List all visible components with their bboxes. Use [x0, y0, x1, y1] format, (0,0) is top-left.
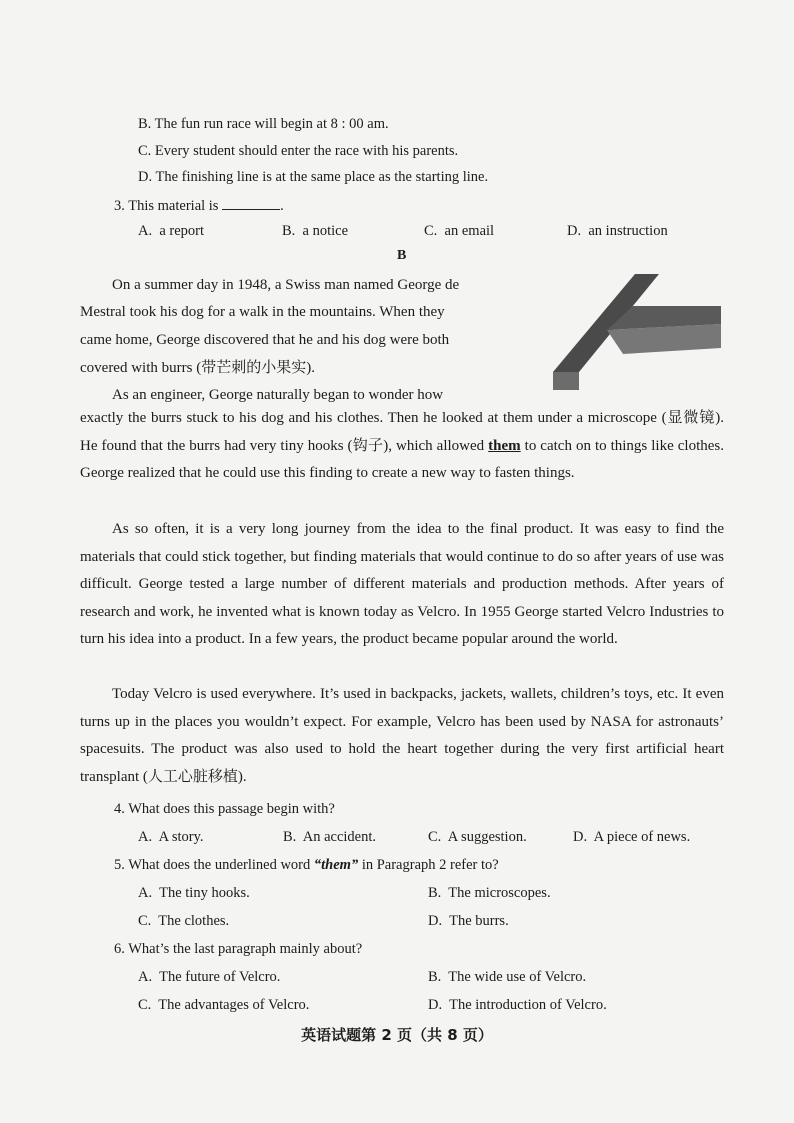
- q2-option-b: [138, 115, 389, 133]
- option-text: The future of Velcro.: [159, 969, 281, 985]
- q6-option-d: [428, 996, 607, 1014]
- option-letter: C.: [138, 143, 152, 159]
- paragraph-2: [80, 405, 724, 488]
- paragraph-4: [80, 681, 724, 791]
- q4-stem: [114, 800, 335, 818]
- q2-option-c: [138, 142, 458, 160]
- question-stem: What does this passage begin with?: [128, 801, 335, 817]
- q6-stem: [114, 940, 362, 958]
- option-text: The advantages of Velcro.: [158, 997, 310, 1013]
- option-text: Every student should enter the race with his parents.: [154, 143, 459, 159]
- q4-option-d: [573, 828, 690, 846]
- q3-option-d: [567, 222, 668, 240]
- option-text: an instruction: [588, 223, 668, 239]
- option-letter: C.: [138, 997, 152, 1013]
- option-letter: D.: [428, 997, 443, 1013]
- option-text: The fun run race will begin at 8 : 00 am.: [154, 116, 389, 132]
- page-footer: 英语试题第 2 页（共 8 页）: [301, 1026, 493, 1044]
- q6-option-b: [428, 968, 586, 986]
- option-text: The clothes.: [158, 913, 230, 929]
- option-letter: A.: [138, 885, 153, 901]
- velcro-strap-image: [553, 268, 721, 394]
- p2-line-1: As an engineer, George naturally began to wonder how: [112, 387, 444, 403]
- option-text: The finishing line is at the same place as the starting line.: [155, 169, 489, 185]
- option-letter: B.: [138, 116, 152, 132]
- q5-stem: [114, 856, 499, 874]
- answer-blank: [222, 195, 280, 210]
- option-letter: D.: [567, 223, 582, 239]
- option-letter: A.: [138, 829, 153, 845]
- option-text: The burrs.: [449, 913, 509, 929]
- option-text: A story.: [158, 829, 204, 845]
- q3-option-a: [138, 222, 204, 240]
- q3-option-b: [282, 222, 348, 240]
- option-letter: D.: [138, 169, 153, 185]
- question-stem: What’s the last paragraph mainly about?: [128, 941, 363, 957]
- option-letter: C.: [428, 829, 442, 845]
- option-text: The introduction of Velcro.: [449, 997, 607, 1013]
- question-stem: What does the underlined word: [128, 857, 311, 873]
- option-text: The wide use of Velcro.: [448, 969, 587, 985]
- question-number: 5.: [114, 857, 125, 873]
- section-title: B: [397, 248, 407, 263]
- quoted-word: “them”: [313, 857, 359, 873]
- option-text: The tiny hooks.: [159, 885, 250, 901]
- option-text: a notice: [302, 223, 349, 239]
- option-text: an email: [444, 223, 495, 239]
- option-text: A suggestion.: [447, 829, 527, 845]
- option-letter: B.: [283, 829, 297, 845]
- q3-stem: [114, 195, 284, 215]
- option-letter: C.: [138, 913, 152, 929]
- p1-line-3: came home, George discovered that he and his dog were both: [80, 332, 450, 348]
- question-stem: This material is: [128, 198, 219, 214]
- option-letter: B.: [282, 223, 296, 239]
- text: As so often, it is a very long journey from the idea to the final product. It was easy to find the materials that could stick together, but finding materials that would continue to do so after years of use was difficult. George tested a large number of different materials and production methods. After years of research and work, he invented what is known today as Velcro. In 1955 George started Velcro Industries to turn his idea into a product. In a few years, the product became popular around the world.: [80, 521, 724, 647]
- q5-option-d: [428, 912, 509, 930]
- question-stem-end: in Paragraph 2 refer to?: [361, 857, 499, 873]
- q3-option-c: [424, 222, 494, 240]
- q5-option-b: [428, 884, 551, 902]
- p1-line-2: Mestral took his dog for a walk in the mountains. When they: [80, 304, 445, 320]
- option-text: The microscopes.: [448, 885, 551, 901]
- underlined-word: them: [488, 437, 521, 454]
- paragraph-3: [80, 516, 724, 654]
- q5-option-a: [138, 884, 250, 902]
- p1-line-1: [80, 276, 540, 294]
- option-letter: B.: [428, 969, 442, 985]
- question-number: 4.: [114, 801, 125, 817]
- question-number: 3.: [114, 198, 125, 214]
- text: Today Velcro is used everywhere. It’s used in backpacks, jackets, wallets, children’s toys, etc. It even turns up in the places you wouldn’t expect. For example, Velcro has been used by NASA for astronauts’ spacesuits. The product was also used to hold the heart together during the very first artificial heart transplant (人工心脏移植).: [80, 686, 724, 785]
- text: exactly the burrs stuck to his dog and his clothes. Then he looked at them under a microscope (显微镜). He found that the burrs had very tiny hooks (钩子), which allowed: [80, 410, 724, 454]
- q5-option-c: [138, 912, 229, 930]
- p1-line-4: covered with burrs (带芒刺的小果实).: [80, 360, 315, 376]
- q2-option-d: [138, 168, 488, 186]
- q6-option-c: [138, 996, 309, 1014]
- q4-option-b: [283, 828, 376, 846]
- option-letter: A.: [138, 969, 153, 985]
- q4-option-a: [138, 828, 204, 846]
- option-letter: D.: [428, 913, 443, 929]
- option-text: a report: [159, 223, 205, 239]
- question-number: 6.: [114, 941, 125, 957]
- q4-option-c: [428, 828, 527, 846]
- option-letter: C.: [424, 223, 438, 239]
- option-letter: D.: [573, 829, 588, 845]
- text: On a summer day in 1948, a Swiss man named George de: [112, 277, 460, 293]
- option-letter: A.: [138, 223, 153, 239]
- option-letter: B.: [428, 885, 442, 901]
- option-text: An accident.: [302, 829, 377, 845]
- option-text: A piece of news.: [593, 829, 691, 845]
- q6-option-a: [138, 968, 280, 986]
- stem-end: .: [280, 198, 284, 214]
- text: to catch on to things like clothes. George realized that he could use this finding to create a new way to fasten things.: [80, 437, 724, 481]
